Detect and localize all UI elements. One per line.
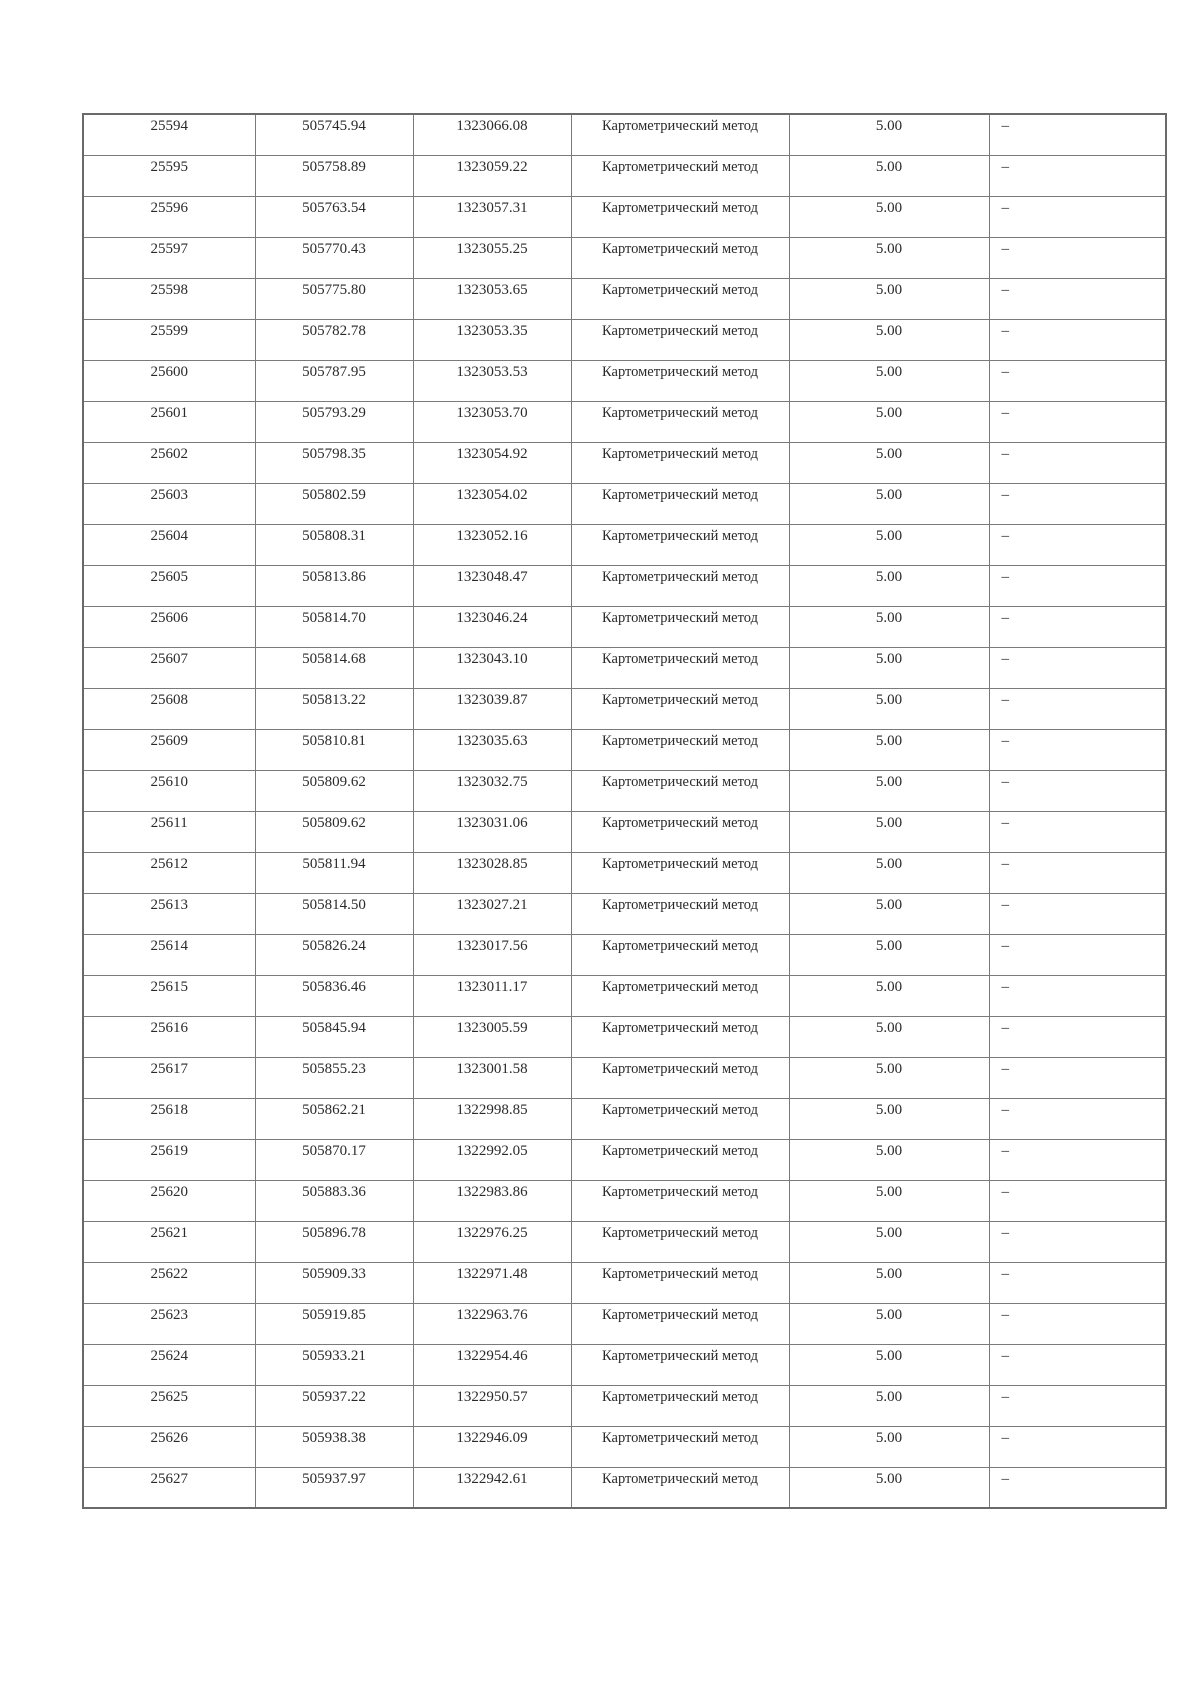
table-row xyxy=(83,155,1166,196)
table-row xyxy=(83,1303,1166,1344)
table-row xyxy=(83,1180,1166,1221)
description-cell: – xyxy=(989,852,1166,893)
accuracy-cell: 5.00 xyxy=(789,1057,989,1098)
x-coordinate-cell: 505836.46 xyxy=(255,975,413,1016)
y-coordinate-cell: 1323052.16 xyxy=(413,524,571,565)
description-cell: – xyxy=(989,1221,1166,1262)
table-row xyxy=(83,647,1166,688)
table-row xyxy=(83,1221,1166,1262)
accuracy-cell: 5.00 xyxy=(789,934,989,975)
x-coordinate-cell: 505896.78 xyxy=(255,1221,413,1262)
accuracy-cell: 5.00 xyxy=(789,1426,989,1467)
table-row xyxy=(83,524,1166,565)
point-number-cell: 25594 xyxy=(83,114,255,155)
point-number-cell: 25610 xyxy=(83,770,255,811)
description-cell: – xyxy=(989,524,1166,565)
accuracy-cell: 5.00 xyxy=(789,278,989,319)
description-cell: – xyxy=(989,1344,1166,1385)
description-cell: – xyxy=(989,565,1166,606)
x-coordinate-cell: 505763.54 xyxy=(255,196,413,237)
description-cell: – xyxy=(989,770,1166,811)
description-cell: – xyxy=(989,278,1166,319)
accuracy-cell: 5.00 xyxy=(789,524,989,565)
x-coordinate-cell: 505813.86 xyxy=(255,565,413,606)
method-cell: Картометрический метод xyxy=(571,278,789,319)
description-cell: – xyxy=(989,975,1166,1016)
point-number-cell: 25598 xyxy=(83,278,255,319)
accuracy-cell: 5.00 xyxy=(789,319,989,360)
method-cell: Картометрический метод xyxy=(571,1385,789,1426)
x-coordinate-cell: 505770.43 xyxy=(255,237,413,278)
x-coordinate-cell: 505809.62 xyxy=(255,770,413,811)
y-coordinate-cell: 1323039.87 xyxy=(413,688,571,729)
description-cell: – xyxy=(989,1303,1166,1344)
description-cell: – xyxy=(989,1016,1166,1057)
table-row xyxy=(83,811,1166,852)
description-cell: – xyxy=(989,811,1166,852)
x-coordinate-cell: 505862.21 xyxy=(255,1098,413,1139)
point-number-cell: 25604 xyxy=(83,524,255,565)
y-coordinate-cell: 1323053.70 xyxy=(413,401,571,442)
y-coordinate-cell: 1323001.58 xyxy=(413,1057,571,1098)
point-number-cell: 25625 xyxy=(83,1385,255,1426)
method-cell: Картометрический метод xyxy=(571,483,789,524)
point-number-cell: 25613 xyxy=(83,893,255,934)
method-cell: Картометрический метод xyxy=(571,1180,789,1221)
y-coordinate-cell: 1323057.31 xyxy=(413,196,571,237)
x-coordinate-cell: 505745.94 xyxy=(255,114,413,155)
method-cell: Картометрический метод xyxy=(571,524,789,565)
accuracy-cell: 5.00 xyxy=(789,975,989,1016)
y-coordinate-cell: 1323046.24 xyxy=(413,606,571,647)
accuracy-cell: 5.00 xyxy=(789,729,989,770)
table-row xyxy=(83,114,1166,155)
accuracy-cell: 5.00 xyxy=(789,688,989,729)
point-number-cell: 25619 xyxy=(83,1139,255,1180)
y-coordinate-cell: 1323053.65 xyxy=(413,278,571,319)
y-coordinate-cell: 1322942.61 xyxy=(413,1467,571,1508)
table-row xyxy=(83,1057,1166,1098)
x-coordinate-cell: 505810.81 xyxy=(255,729,413,770)
y-coordinate-cell: 1323035.63 xyxy=(413,729,571,770)
y-coordinate-cell: 1323028.85 xyxy=(413,852,571,893)
point-number-cell: 25602 xyxy=(83,442,255,483)
description-cell: – xyxy=(989,1262,1166,1303)
accuracy-cell: 5.00 xyxy=(789,1139,989,1180)
table-row xyxy=(83,401,1166,442)
x-coordinate-cell: 505883.36 xyxy=(255,1180,413,1221)
x-coordinate-cell: 505787.95 xyxy=(255,360,413,401)
table-row xyxy=(83,1098,1166,1139)
method-cell: Картометрический метод xyxy=(571,852,789,893)
x-coordinate-cell: 505938.38 xyxy=(255,1426,413,1467)
method-cell: Картометрический метод xyxy=(571,1426,789,1467)
point-number-cell: 25609 xyxy=(83,729,255,770)
description-cell: – xyxy=(989,606,1166,647)
point-number-cell: 25616 xyxy=(83,1016,255,1057)
y-coordinate-cell: 1322963.76 xyxy=(413,1303,571,1344)
x-coordinate-cell: 505814.68 xyxy=(255,647,413,688)
table-row xyxy=(83,893,1166,934)
table-row xyxy=(83,934,1166,975)
table-row xyxy=(83,1262,1166,1303)
method-cell: Картометрический метод xyxy=(571,1303,789,1344)
y-coordinate-cell: 1323031.06 xyxy=(413,811,571,852)
method-cell: Картометрический метод xyxy=(571,360,789,401)
point-number-cell: 25599 xyxy=(83,319,255,360)
y-coordinate-cell: 1323005.59 xyxy=(413,1016,571,1057)
accuracy-cell: 5.00 xyxy=(789,1344,989,1385)
point-number-cell: 25620 xyxy=(83,1180,255,1221)
x-coordinate-cell: 505809.62 xyxy=(255,811,413,852)
x-coordinate-cell: 505802.59 xyxy=(255,483,413,524)
point-number-cell: 25597 xyxy=(83,237,255,278)
accuracy-cell: 5.00 xyxy=(789,893,989,934)
x-coordinate-cell: 505814.70 xyxy=(255,606,413,647)
table-row xyxy=(83,565,1166,606)
x-coordinate-cell: 505758.89 xyxy=(255,155,413,196)
point-number-cell: 25596 xyxy=(83,196,255,237)
y-coordinate-cell: 1323043.10 xyxy=(413,647,571,688)
method-cell: Картометрический метод xyxy=(571,237,789,278)
description-cell: – xyxy=(989,688,1166,729)
point-number-cell: 25618 xyxy=(83,1098,255,1139)
method-cell: Картометрический метод xyxy=(571,729,789,770)
table-row xyxy=(83,688,1166,729)
method-cell: Картометрический метод xyxy=(571,565,789,606)
description-cell: – xyxy=(989,729,1166,770)
method-cell: Картометрический метод xyxy=(571,647,789,688)
accuracy-cell: 5.00 xyxy=(789,114,989,155)
description-cell: – xyxy=(989,442,1166,483)
x-coordinate-cell: 505919.85 xyxy=(255,1303,413,1344)
table-body xyxy=(83,114,1166,1508)
point-number-cell: 25627 xyxy=(83,1467,255,1508)
point-number-cell: 25626 xyxy=(83,1426,255,1467)
method-cell: Картометрический метод xyxy=(571,1098,789,1139)
table-row xyxy=(83,1426,1166,1467)
table-row xyxy=(83,852,1166,893)
point-number-cell: 25605 xyxy=(83,565,255,606)
accuracy-cell: 5.00 xyxy=(789,1303,989,1344)
accuracy-cell: 5.00 xyxy=(789,770,989,811)
accuracy-cell: 5.00 xyxy=(789,565,989,606)
y-coordinate-cell: 1322998.85 xyxy=(413,1098,571,1139)
method-cell: Картометрический метод xyxy=(571,196,789,237)
description-cell: – xyxy=(989,360,1166,401)
description-cell: – xyxy=(989,401,1166,442)
method-cell: Картометрический метод xyxy=(571,688,789,729)
method-cell: Картометрический метод xyxy=(571,811,789,852)
method-cell: Картометрический метод xyxy=(571,1057,789,1098)
method-cell: Картометрический метод xyxy=(571,975,789,1016)
method-cell: Картометрический метод xyxy=(571,893,789,934)
accuracy-cell: 5.00 xyxy=(789,1467,989,1508)
description-cell: – xyxy=(989,647,1166,688)
method-cell: Картометрический метод xyxy=(571,1016,789,1057)
method-cell: Картометрический метод xyxy=(571,1262,789,1303)
method-cell: Картометрический метод xyxy=(571,319,789,360)
x-coordinate-cell: 505855.23 xyxy=(255,1057,413,1098)
table-row xyxy=(83,196,1166,237)
table-row xyxy=(83,278,1166,319)
description-cell: – xyxy=(989,1180,1166,1221)
y-coordinate-cell: 1323054.02 xyxy=(413,483,571,524)
x-coordinate-cell: 505811.94 xyxy=(255,852,413,893)
accuracy-cell: 5.00 xyxy=(789,811,989,852)
accuracy-cell: 5.00 xyxy=(789,1098,989,1139)
accuracy-cell: 5.00 xyxy=(789,606,989,647)
x-coordinate-cell: 505937.22 xyxy=(255,1385,413,1426)
table-row xyxy=(83,1139,1166,1180)
y-coordinate-cell: 1323054.92 xyxy=(413,442,571,483)
description-cell: – xyxy=(989,1098,1166,1139)
y-coordinate-cell: 1323032.75 xyxy=(413,770,571,811)
point-number-cell: 25624 xyxy=(83,1344,255,1385)
accuracy-cell: 5.00 xyxy=(789,1016,989,1057)
description-cell: – xyxy=(989,155,1166,196)
y-coordinate-cell: 1322992.05 xyxy=(413,1139,571,1180)
point-number-cell: 25611 xyxy=(83,811,255,852)
point-number-cell: 25595 xyxy=(83,155,255,196)
method-cell: Картометрический метод xyxy=(571,442,789,483)
x-coordinate-cell: 505813.22 xyxy=(255,688,413,729)
x-coordinate-cell: 505782.78 xyxy=(255,319,413,360)
y-coordinate-cell: 1322950.57 xyxy=(413,1385,571,1426)
table-row xyxy=(83,729,1166,770)
table-row xyxy=(83,442,1166,483)
table-row xyxy=(83,360,1166,401)
description-cell: – xyxy=(989,1467,1166,1508)
x-coordinate-cell: 505814.50 xyxy=(255,893,413,934)
y-coordinate-cell: 1322983.86 xyxy=(413,1180,571,1221)
description-cell: – xyxy=(989,1426,1166,1467)
accuracy-cell: 5.00 xyxy=(789,1180,989,1221)
point-number-cell: 25612 xyxy=(83,852,255,893)
description-cell: – xyxy=(989,934,1166,975)
y-coordinate-cell: 1323055.25 xyxy=(413,237,571,278)
table-row xyxy=(83,237,1166,278)
accuracy-cell: 5.00 xyxy=(789,196,989,237)
method-cell: Картометрический метод xyxy=(571,114,789,155)
point-number-cell: 25603 xyxy=(83,483,255,524)
y-coordinate-cell: 1322954.46 xyxy=(413,1344,571,1385)
method-cell: Картометрический метод xyxy=(571,1221,789,1262)
y-coordinate-cell: 1323053.35 xyxy=(413,319,571,360)
description-cell: – xyxy=(989,114,1166,155)
table-row xyxy=(83,1344,1166,1385)
accuracy-cell: 5.00 xyxy=(789,1385,989,1426)
accuracy-cell: 5.00 xyxy=(789,1221,989,1262)
y-coordinate-cell: 1323011.17 xyxy=(413,975,571,1016)
y-coordinate-cell: 1323027.21 xyxy=(413,893,571,934)
accuracy-cell: 5.00 xyxy=(789,647,989,688)
description-cell: – xyxy=(989,1139,1166,1180)
description-cell: – xyxy=(989,483,1166,524)
x-coordinate-cell: 505798.35 xyxy=(255,442,413,483)
y-coordinate-cell: 1323053.53 xyxy=(413,360,571,401)
y-coordinate-cell: 1323017.56 xyxy=(413,934,571,975)
point-number-cell: 25622 xyxy=(83,1262,255,1303)
table-row xyxy=(83,1385,1166,1426)
y-coordinate-cell: 1323048.47 xyxy=(413,565,571,606)
x-coordinate-cell: 505933.21 xyxy=(255,1344,413,1385)
description-cell: – xyxy=(989,237,1166,278)
description-cell: – xyxy=(989,1385,1166,1426)
table-row xyxy=(83,1467,1166,1508)
accuracy-cell: 5.00 xyxy=(789,1262,989,1303)
y-coordinate-cell: 1322976.25 xyxy=(413,1221,571,1262)
description-cell: – xyxy=(989,319,1166,360)
y-coordinate-cell: 1322946.09 xyxy=(413,1426,571,1467)
accuracy-cell: 5.00 xyxy=(789,360,989,401)
method-cell: Картометрический метод xyxy=(571,770,789,811)
y-coordinate-cell: 1322971.48 xyxy=(413,1262,571,1303)
x-coordinate-cell: 505775.80 xyxy=(255,278,413,319)
x-coordinate-cell: 505845.94 xyxy=(255,1016,413,1057)
x-coordinate-cell: 505870.17 xyxy=(255,1139,413,1180)
point-number-cell: 25617 xyxy=(83,1057,255,1098)
method-cell: Картометрический метод xyxy=(571,606,789,647)
coordinates-table xyxy=(82,113,1167,1509)
table-row xyxy=(83,319,1166,360)
method-cell: Картометрический метод xyxy=(571,1344,789,1385)
point-number-cell: 25601 xyxy=(83,401,255,442)
x-coordinate-cell: 505793.29 xyxy=(255,401,413,442)
table-row xyxy=(83,1016,1166,1057)
x-coordinate-cell: 505826.24 xyxy=(255,934,413,975)
x-coordinate-cell: 505909.33 xyxy=(255,1262,413,1303)
point-number-cell: 25621 xyxy=(83,1221,255,1262)
method-cell: Картометрический метод xyxy=(571,934,789,975)
point-number-cell: 25600 xyxy=(83,360,255,401)
accuracy-cell: 5.00 xyxy=(789,483,989,524)
description-cell: – xyxy=(989,1057,1166,1098)
method-cell: Картометрический метод xyxy=(571,401,789,442)
table-row xyxy=(83,770,1166,811)
method-cell: Картометрический метод xyxy=(571,155,789,196)
x-coordinate-cell: 505808.31 xyxy=(255,524,413,565)
description-cell: – xyxy=(989,893,1166,934)
point-number-cell: 25608 xyxy=(83,688,255,729)
point-number-cell: 25606 xyxy=(83,606,255,647)
table-row xyxy=(83,606,1166,647)
description-cell: – xyxy=(989,196,1166,237)
table-row xyxy=(83,483,1166,524)
accuracy-cell: 5.00 xyxy=(789,401,989,442)
accuracy-cell: 5.00 xyxy=(789,442,989,483)
y-coordinate-cell: 1323066.08 xyxy=(413,114,571,155)
x-coordinate-cell: 505937.97 xyxy=(255,1467,413,1508)
point-number-cell: 25607 xyxy=(83,647,255,688)
point-number-cell: 25615 xyxy=(83,975,255,1016)
accuracy-cell: 5.00 xyxy=(789,237,989,278)
y-coordinate-cell: 1323059.22 xyxy=(413,155,571,196)
accuracy-cell: 5.00 xyxy=(789,852,989,893)
accuracy-cell: 5.00 xyxy=(789,155,989,196)
table-row xyxy=(83,975,1166,1016)
method-cell: Картометрический метод xyxy=(571,1139,789,1180)
point-number-cell: 25614 xyxy=(83,934,255,975)
point-number-cell: 25623 xyxy=(83,1303,255,1344)
method-cell: Картометрический метод xyxy=(571,1467,789,1508)
